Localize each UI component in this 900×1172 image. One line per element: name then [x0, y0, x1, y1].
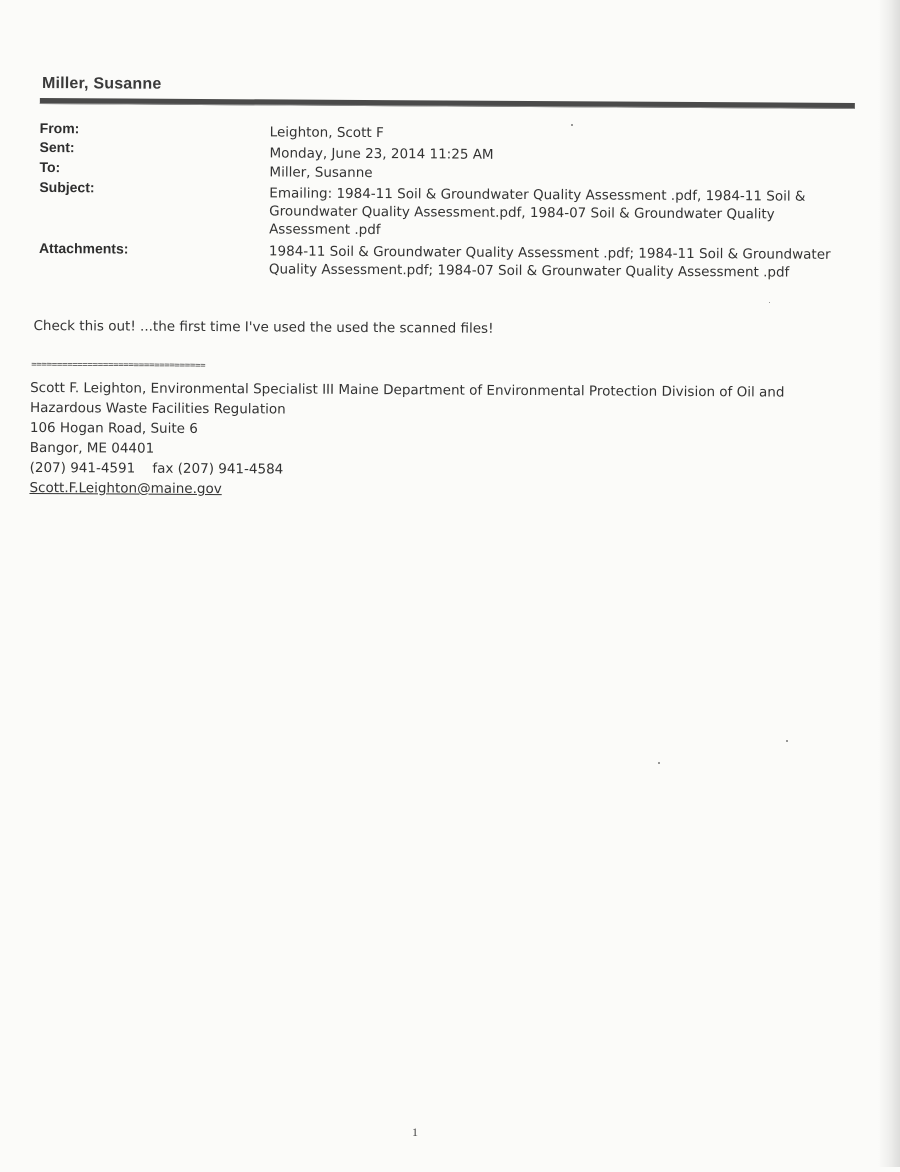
signature-address-city: Bangor, ME 04401 [29, 439, 155, 457]
scan-speck [658, 762, 660, 764]
signature-phone-fax: (207) 941-4591 fax (207) 941-4584 [29, 459, 284, 478]
scan-speck [571, 124, 573, 126]
to-label: To: [39, 158, 61, 176]
subject-label: Subject: [39, 178, 95, 196]
scan-speck [769, 302, 770, 303]
message-body: Check this out! ...the first time I've used the used the scanned files! [33, 317, 494, 337]
mailbox-owner-name: Miller, Susanne [41, 75, 162, 93]
from-label: From: [39, 119, 80, 137]
signature-block [29, 378, 830, 503]
subject-value: Emailing: 1984-11 Soil & Groundwater Quality Assessment .pdf, 1984-11 Soil & Groundwater Quality Assessment.pdf, 1984-07 Soil & Groundwater Quality Assessment .pdf [269, 185, 806, 239]
signature-title: Scott F. Leighton, Environmental Specialist III Maine Department of Environmental Protection Division of Oil and Hazardous Waste Facilities Regulation [29, 379, 785, 418]
scan-speck [786, 740, 788, 742]
attachments-label: Attachments: [38, 239, 129, 257]
sent-value: Monday, June 23, 2014 11:25 AM [269, 145, 494, 163]
sent-label: Sent: [39, 138, 75, 156]
attachments-value: 1984-11 Soil & Groundwater Quality Assessment .pdf; 1984-11 Soil & Groundwater Quality Assessment.pdf; 1984-07 Soil & Grounwater Quality Assessment .pdf [268, 243, 831, 281]
page-number: 1 [412, 1125, 418, 1139]
to-value: Miller, Susanne [269, 164, 373, 182]
signature-divider: ================================== [31, 359, 206, 372]
header-divider [40, 98, 855, 109]
from-value: Leighton, Scott F [269, 124, 384, 142]
signature-address-street: 106 Hogan Road, Suite 6 [29, 419, 198, 437]
signature-email-link[interactable]: Scott.F.Leighton@maine.gov [29, 479, 222, 498]
